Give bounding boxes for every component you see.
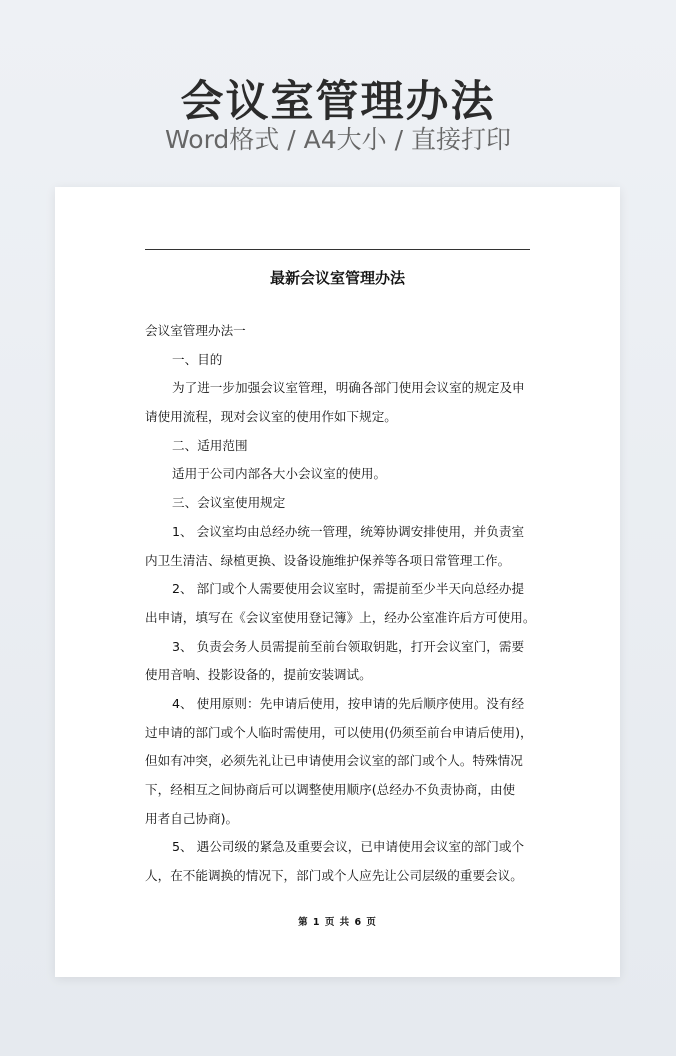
text-line: 三、会议室使用规定 bbox=[172, 495, 286, 511]
text-line: 会议室管理办法一 bbox=[145, 323, 246, 338]
text-line: 过申请的部门或个人临时需使用，可以使用(仍须至前台申请后使用)， bbox=[145, 724, 533, 740]
text-line: 一、目的 bbox=[172, 351, 223, 367]
text-line: 为了进一步加强会议室管理，明确各部门使用会议室的规定及申 bbox=[172, 380, 525, 396]
text-line: 使用音响、投影设备的，提前安装调试。 bbox=[145, 667, 372, 683]
text-line: 4、 使用原则：先申请后使用，按申请的先后顺序使用。没有经 bbox=[172, 695, 525, 711]
page-footer: 第 1 页 共 6 页 bbox=[298, 917, 377, 928]
text-line: 5、 遇公司级的紧急及重要会议，已申请使用会议室的部门或个 bbox=[172, 839, 525, 855]
text-line: 二、适用范围 bbox=[172, 437, 248, 453]
header-rule bbox=[145, 249, 530, 250]
text-line: 3、 负责会务人员需提前至前台领取钥匙，打开会议室门，需要 bbox=[172, 638, 525, 654]
text-line: 用者自己协商)。 bbox=[145, 810, 239, 826]
document-page bbox=[55, 187, 620, 977]
text-line: 但如有冲突，必须先礼让已申请使用会议室的部门或个人。特殊情况 bbox=[145, 753, 523, 769]
hero-title: 会议室管理办法 bbox=[180, 77, 496, 127]
text-line: 出申请，填写在《会议室使用登记簿》上，经办公室准许后方可使用。 bbox=[145, 609, 536, 625]
text-line: 内卫生清洁、绿植更换、设备设施维护保养等各项日常管理工作。 bbox=[145, 552, 511, 568]
text-line: 请使用流程，现对会议室的使用作如下规定。 bbox=[145, 409, 397, 425]
text-line: 2、 部门或个人需要使用会议室时，需提前至少半天向总经办提 bbox=[172, 581, 525, 597]
hero-subtitle: Word格式 / A4大小 / 直接打印 bbox=[165, 125, 511, 154]
document-body bbox=[145, 321, 540, 895]
text-line: 人，在不能调换的情况下，部门或个人应先让公司层级的重要会议。 bbox=[145, 868, 523, 884]
text-line: 1、 会议室均由总经办统一管理，统筹协调安排使用，并负责室 bbox=[172, 523, 525, 539]
text-line: 下，经相互之间协商后可以调整使用顺序(总经办不负责协商，由使 bbox=[145, 782, 516, 797]
document-title: 最新会议室管理办法 bbox=[269, 269, 405, 287]
text-line: 适用于公司内部各大小会议室的使用。 bbox=[172, 466, 387, 482]
